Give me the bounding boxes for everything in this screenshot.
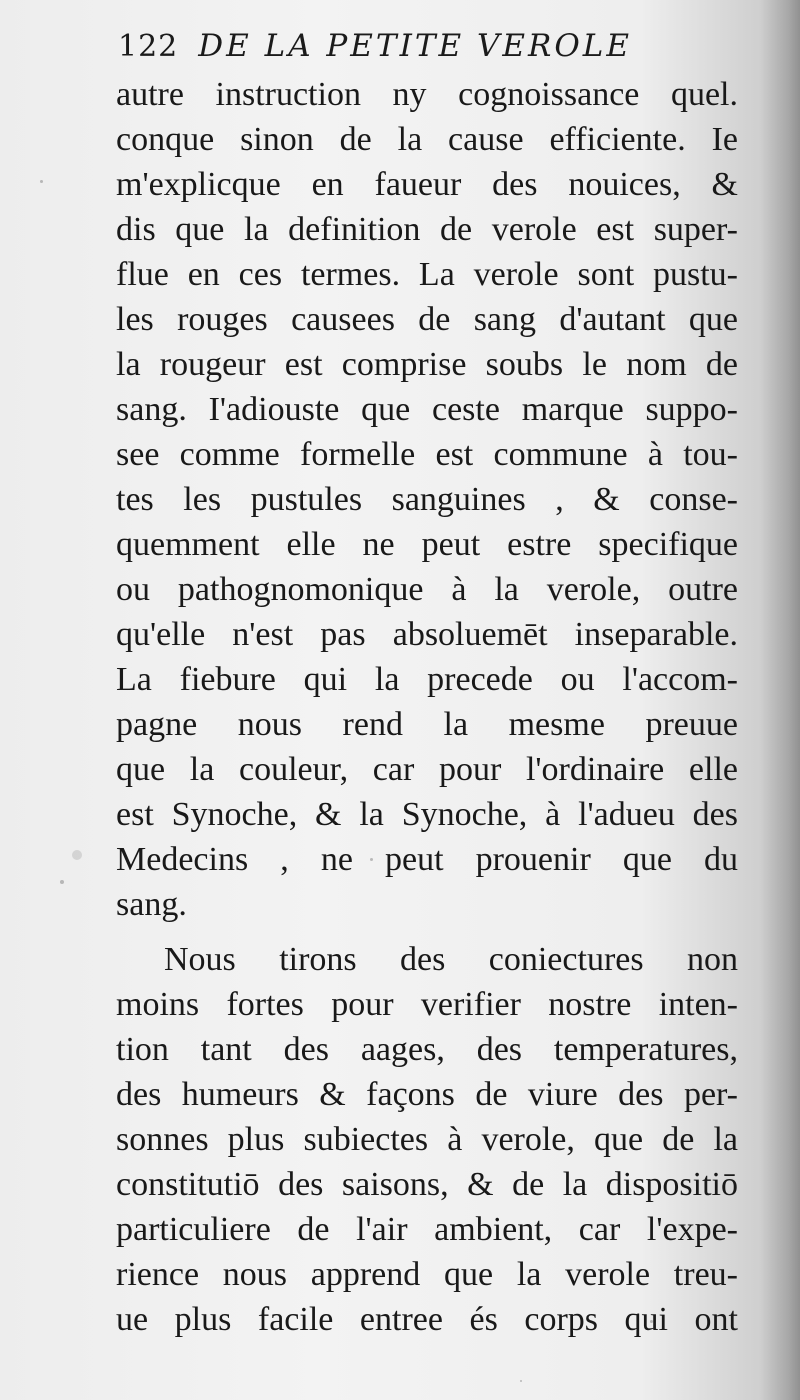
page-number: 122: [118, 29, 179, 64]
text-line: constitutiō des saisons, & de la dispositiō: [116, 1166, 738, 1203]
paper-speck: [60, 880, 64, 884]
text-line: dis que la definition de verole est super-: [116, 211, 738, 248]
body-text: [116, 72, 738, 1342]
text-line: les rouges causees de sang d'autant que: [116, 301, 738, 338]
text-line: particuliere de l'air ambient, car l'expe-: [116, 1211, 738, 1248]
text-line: des humeurs & façons de viure des per-: [116, 1076, 738, 1113]
page-gutter-shadow: [760, 0, 800, 1400]
text-line: La fiebure qui la precede ou l'accom-: [116, 661, 738, 698]
page-header: [118, 28, 678, 72]
text-line: quemment elle ne peut estre specifique: [116, 526, 738, 563]
text-line: Nous tirons des coniectures non: [164, 941, 738, 978]
paper-speck: [40, 180, 43, 183]
text-line: ou pathognomonique à la verole, outre: [116, 571, 738, 608]
text-line: sonnes plus subiectes à verole, que de la: [116, 1121, 738, 1158]
text-line: tes les pustules sanguines , & conse-: [116, 481, 738, 518]
text-line: see comme formelle est commune à tou-: [116, 436, 738, 473]
text-line: rience nous apprend que la verole treu-: [116, 1256, 738, 1293]
running-title: DE LA PETITE VEROLE: [198, 28, 632, 64]
text-line: moins fortes pour verifier nostre inten-: [116, 986, 738, 1023]
text-line: que la couleur, car pour l'ordinaire elle: [116, 751, 738, 788]
text-line: Medecins , ne peut prouenir que du: [116, 841, 738, 878]
text-line: ue plus facile entree és corps qui ont: [116, 1301, 738, 1338]
text-line: tion tant des aages, des temperatures,: [116, 1031, 738, 1068]
text-line: flue en ces termes. La verole sont pustu-: [116, 256, 738, 293]
text-line: pagne nous rend la mesme preuue: [116, 706, 738, 743]
text-line: m'explicque en faueur des nouices, &: [116, 166, 738, 203]
text-line: qu'elle n'est pas absoluemēt inseparable.: [116, 616, 738, 653]
paper-speck: [72, 850, 82, 860]
text-line: sang. I'adiouste que ceste marque suppo-: [116, 391, 738, 428]
text-line: la rougeur est comprise soubs le nom de: [116, 346, 738, 383]
paper-speck: [520, 1380, 522, 1382]
text-line: sang.: [116, 886, 187, 923]
text-line: est Synoche, & la Synoche, à l'adueu des: [116, 796, 738, 833]
text-line: conque sinon de la cause efficiente. Ie: [116, 121, 738, 158]
text-line: autre instruction ny cognoissance quel.: [116, 76, 738, 113]
